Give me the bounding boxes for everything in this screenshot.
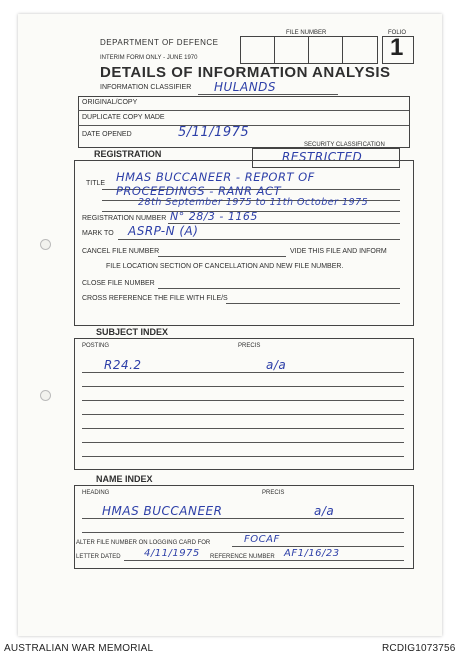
subject-precis-label: PRECIS — [238, 343, 261, 349]
rule — [82, 532, 404, 533]
name-index-heading: NAME INDEX — [96, 474, 153, 484]
title-line-2: PROCEEDINGS - RANR ACT — [116, 184, 282, 198]
classifier-line — [198, 94, 338, 95]
file-number-divider — [274, 36, 275, 63]
title-line-1: HMAS BUCCANEER - REPORT OF — [116, 170, 315, 184]
file-number-box — [240, 36, 378, 64]
folio-label: FOLIO — [388, 30, 407, 36]
rule — [82, 442, 404, 443]
footer-reference: RCDIG1073756 — [382, 643, 456, 654]
alter-file-number-value: FOCAF — [244, 534, 280, 545]
subject-posting-value: R24.2 — [104, 358, 142, 372]
name-precis-label: PRECIS — [262, 490, 285, 496]
letter-dated-value: 4/11/1975 — [144, 548, 200, 559]
rule — [232, 546, 404, 547]
rule — [82, 428, 404, 429]
file-number-label: FILE NUMBER — [286, 30, 327, 36]
mark-to-value: ASRP-N (A) — [128, 224, 199, 238]
info-classifier-label: INFORMATION CLASSIFIER — [100, 84, 192, 91]
reference-number-value: AF1/16/23 — [284, 548, 340, 559]
rule — [82, 372, 404, 373]
security-classification-value: RESTRICTED — [282, 150, 363, 164]
rule — [118, 239, 400, 240]
date-opened-label: DATE OPENED — [82, 131, 132, 138]
rule — [226, 303, 400, 304]
cross-reference-label: CROSS REFERENCE THE FILE WITH FILE/S — [82, 295, 228, 302]
punch-hole-bottom — [40, 390, 51, 401]
registration-number-value: N° 28/3 - 1165 — [170, 210, 258, 223]
mark-to-label: MARK TO — [82, 230, 114, 237]
name-heading-label: HEADING — [82, 490, 110, 496]
info-classifier-value: HULANDS — [214, 80, 277, 94]
date-opened-value: 5/11/1975 — [178, 125, 250, 140]
original-copy-label: ORIGINAL/COPY — [82, 99, 138, 106]
close-file-number-label: CLOSE FILE NUMBER — [82, 280, 155, 287]
rule — [82, 386, 404, 387]
punch-hole-top — [40, 239, 51, 250]
rule — [124, 560, 404, 561]
file-location-label: FILE LOCATION SECTION OF CANCELLATION AND NEW FILE NUMBER. — [106, 263, 344, 270]
rule — [158, 288, 400, 289]
cancel-file-number-label: CANCEL FILE NUMBER — [82, 248, 160, 255]
registration-number-label: REGISTRATION NUMBER — [82, 215, 167, 222]
title-label: TITLE — [86, 180, 106, 187]
file-number-divider — [342, 36, 343, 63]
footer-source: AUSTRALIAN WAR MEMORIAL — [4, 643, 154, 654]
duplicate-copy-label: DUPLICATE COPY MADE — [82, 114, 165, 121]
document-page — [18, 14, 442, 636]
rule — [158, 256, 286, 257]
rule — [82, 414, 404, 415]
department-label: DEPARTMENT OF DEFENCE — [100, 38, 219, 47]
letter-dated-label: LETTER DATED — [76, 554, 121, 560]
folio-number: 1 — [390, 34, 404, 61]
rule — [78, 110, 409, 111]
alter-file-number-label: ALTER FILE NUMBER ON LOGGING CARD FOR — [76, 540, 211, 546]
security-classification-label: SECURITY CLASSIFICATION — [304, 142, 385, 148]
rule — [82, 518, 404, 519]
subject-index-heading: SUBJECT INDEX — [96, 327, 169, 337]
registration-heading: REGISTRATION — [94, 149, 162, 159]
vide-file-label: VIDE THIS FILE AND INFORM — [290, 248, 387, 255]
form-title: DETAILS OF INFORMATION ANALYSIS — [100, 64, 391, 81]
subject-posting-label: POSTING — [82, 343, 110, 349]
rule — [168, 223, 400, 224]
name-precis-value: a/a — [314, 504, 335, 518]
reference-number-label: REFERENCE NUMBER — [210, 554, 275, 560]
subject-precis-value: a/a — [266, 358, 287, 372]
rule — [82, 400, 404, 401]
file-number-divider — [308, 36, 309, 63]
title-line-3: 28th September 1975 to 11th October 1975 — [138, 197, 369, 208]
rule — [82, 456, 404, 457]
name-heading-value: HMAS BUCCANEER — [102, 504, 223, 518]
interim-form-label: INTERIM FORM ONLY - JUNE 1970 — [100, 55, 198, 61]
